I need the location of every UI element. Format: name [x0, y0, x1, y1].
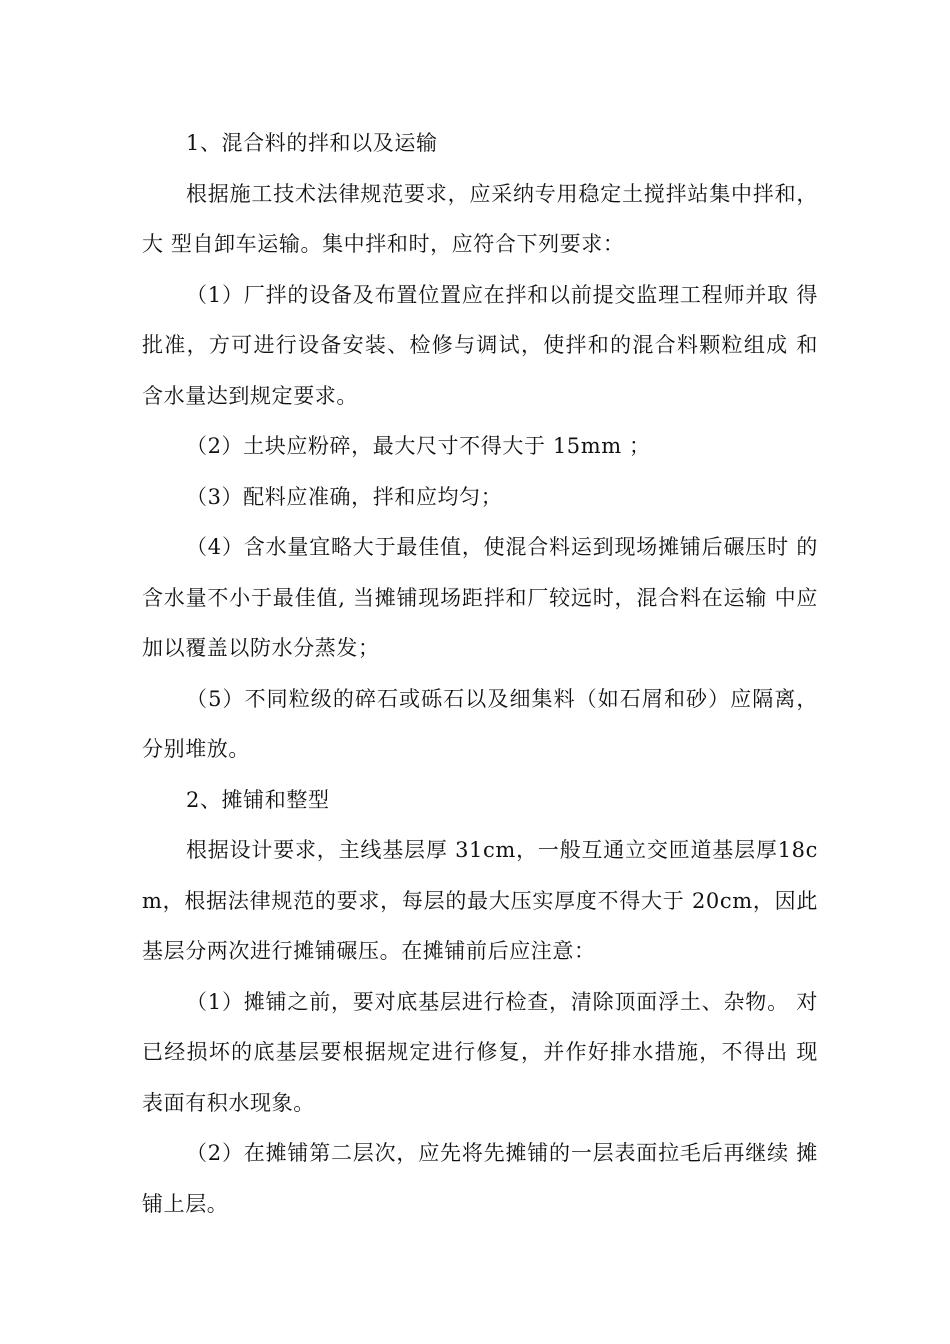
paragraph-paving-intro: 根据设计要求，主线基层厚 31cm，一般互通立交匝道基层厚18cm，根据法律规范的要求，每层的最大压实厚度不得大于 20cm，因此基层分两次进行摊铺碾压。在摊铺前后应注意： — [142, 838, 818, 963]
paragraph-item-1: （1）厂拌的设备及布置位置应在拌和以前提交监理工程师并取 得批准，方可进行设备安装、检修与调试，使拌和的混合料颗粒组成 和含水量达到规定要求。 — [142, 282, 818, 408]
paragraph-item-2: （2）土块应粉碎，最大尺寸不得大于 15mm ； — [186, 434, 651, 458]
paragraph-paving-item-2: （2）在摊铺第二层次，应先将先摊铺的一层表面拉毛后再继续 摊铺上层。 — [142, 1141, 818, 1216]
paragraph-item-5: （5）不同粒级的碎石或砾石以及细集料（如石屑和砂）应隔离，分别堆放。 — [142, 686, 818, 761]
paragraph-item-3: （3）配料应准确，拌和应均匀； — [186, 484, 503, 509]
section-heading-paving: 2、摊铺和整型 — [186, 787, 330, 812]
paragraph-paving-item-1: （1）摊铺之前，要对底基层进行检查，清除顶面浮土、杂物。 对已经损坏的底基层要根据规定进行修复，并作好排水措施，不得出 现表面有积水现象。 — [142, 989, 818, 1115]
document-page — [142, 118, 818, 1229]
paragraph-mixing-intro: 根据施工技术法律规范要求，应采纳专用稳定土搅拌站集中拌和，大 型自卸车运输。集中拌和时，应符合下列要求： — [142, 181, 818, 256]
paragraph-item-4: （4）含水量宜略大于最佳值，使混合料运到现场摊铺后碾压时 的含水量不小于最佳值, 当摊铺现场距拌和厂较远时，混合料在运输 中应加以覆盖以防水分蒸发； — [142, 535, 818, 660]
section-heading-mixing: 1、混合料的拌和以及运输 — [186, 131, 438, 155]
